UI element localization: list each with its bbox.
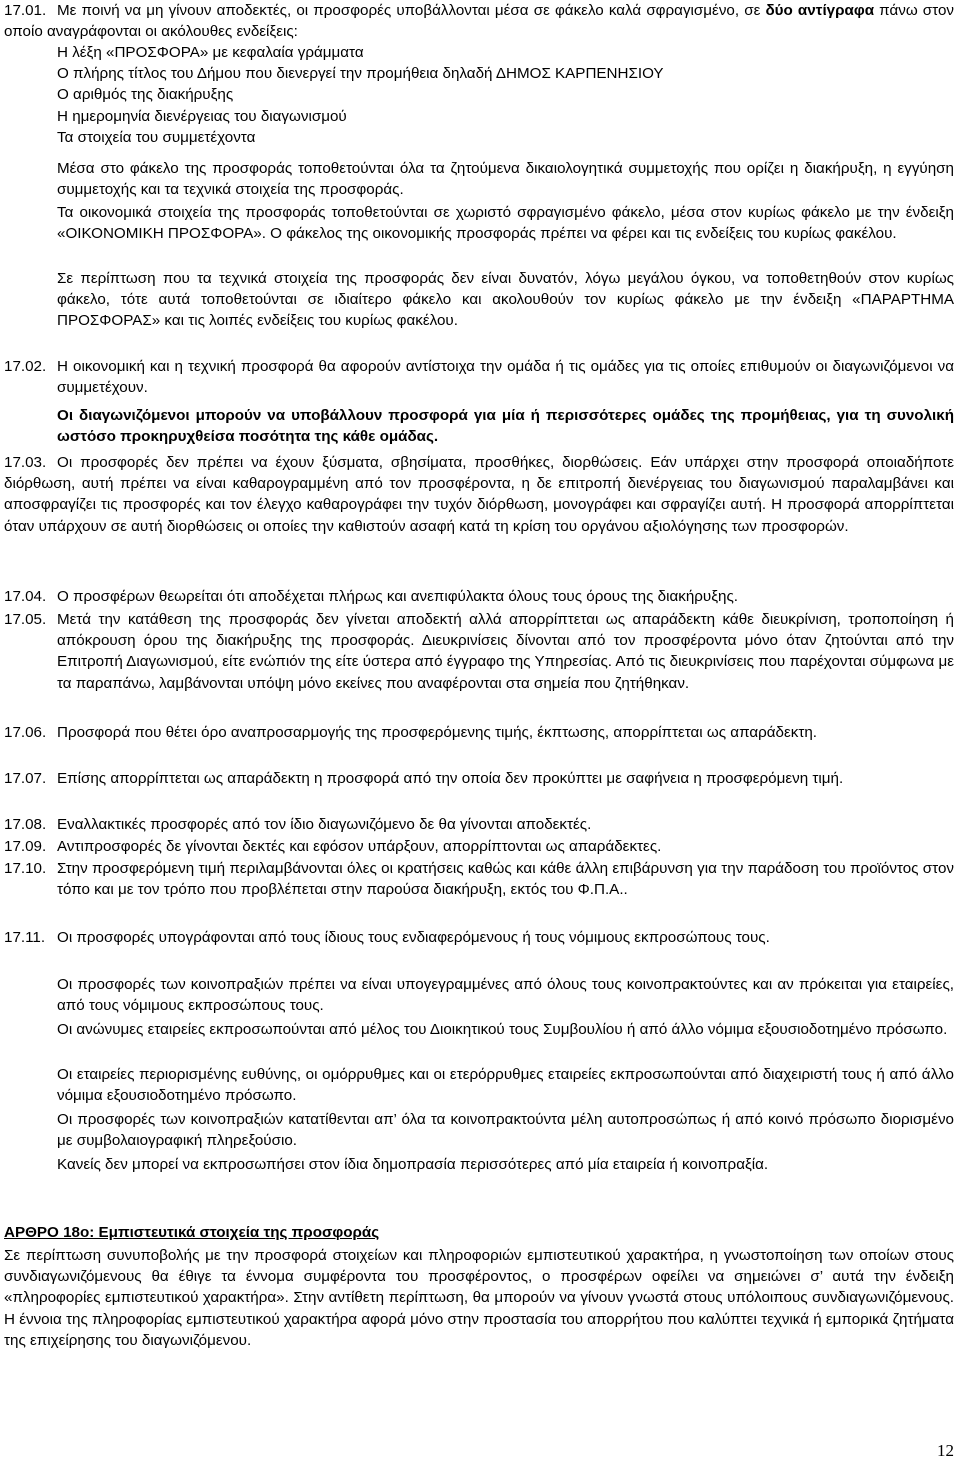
paragraph: Οι ανώνυμες εταιρείες εκπροσωπούνται από μέλος του Διοικητικού τους Συμβουλίου ή από άλλο νόμιμα εξουσιοδοτημένο πρόσωπο. [57,1021,948,1038]
bold-paragraph: Οι διαγωνιζόμενοι μπορούν να υποβάλλουν προσφορά για μία ή περισσότερες ομάδες της προμήθειας, για τη συνολική ωστόσο προκηρυχθείσα ποσότητα της κάθε ομάδας. [57,407,954,446]
section-text: Οι προσφορές δεν πρέπει να έχουν ξύσματα, σβησίματα, προσθήκες, διορθώσεις. Εάν υπάρχει στην προσφορά οποιαδήποτε διόρθωση, αυτή πρέπει να είναι καθαρογραμμένη από τον προσφέροντα, η δε επιτροπή διενέργειας του διαγωνισμού παραλαμβάνει και αποσφραγίζει τις προσφορές και τον έλεγχο καθαρογράφει την τυχόν διόρθωση, μονογράφει και σφραγίζει αυτή. Η προσφορά απορρίπτεται όταν υπάρχουν σε αυτή διορθώσεις οι οποίες την καθιστούν ασαφή κατά τη κρίση του οργάνου αξιολόγησης των προσφορών. [4,454,954,535]
page-number: 12 [937,1441,954,1460]
section-number: 17.07. [4,770,47,787]
section-17-07 [4,768,954,789]
section-17-11 [4,927,954,948]
section-number: 17.01. [4,2,47,19]
section-text: Προσφορά που θέτει όρο αναπροσαρμογής της προσφερόμενης τιμής, έκπτωσης, απορρίπτεται ως απαράδεκτη. [57,724,818,741]
section-text: Ο προσφέρων θεωρείται ότι αποδέχεται πλήρως και ανεπιφύλακτα όλους τους όρους της διακήρυξης. [57,588,738,605]
section-text: Αντιπροσφορές δε γίνονται δεκτές και εφόσον υπάρξουν, απορρίπτονται ως απαράδεκτες. [57,838,662,855]
section-17-02 [4,356,954,398]
section-text: Εναλλακτικές προσφορές από τον ίδιο διαγωνιζόμενο δε θα γίνονται αποδεκτές. [57,816,592,833]
section-17-01-list [57,42,954,148]
paragraph: Οι εταιρείες περιορισμένης ευθύνης, οι ομόρρυθμες και οι ετερόρρυθμες εταιρείες εκπροσωπούνται από διαχειριστή τους ή από άλλο νόμιμα εξουσιοδοτημένο πρόσωπο. [57,1066,954,1105]
paragraph: Οι προσφορές των κοινοπραξιών πρέπει να είναι υπογεγραμμένες από όλους τους κοινοπρακτούντες και αν πρόκειται για εταιρείες, από τους νόμιμους εκπροσώπους τους. [57,976,954,1015]
section-number: 17.04. [4,588,47,605]
paragraph: Οι προσφορές των κοινοπραξιών κατατίθενται απ’ όλα τα κοινοπρακτούντα μέλη αυτοπροσώπως ή από κοινό πρόσωπο διορισμένο με συμβολαιογραφική πληρεξούσιο. [57,1111,954,1150]
section-17-03 [4,452,954,537]
section-17-04 [4,586,954,607]
list-item: Η λέξη «ΠΡΟΣΦΟΡΑ» με κεφαλαία γράμματα [57,44,364,61]
section-17-09 [4,836,954,857]
section-number: 17.06. [4,724,47,741]
list-item: Ο αριθμός της διακήρυξης [57,86,234,104]
paragraph: Μέσα στο φάκελο της προσφοράς τοποθετούνται όλα τα ζητούμενα δικαιολογητικά συμμετοχής που ορίζει η διακήρυξη, η εγγύηση συμμετοχής και τα τεχνικά στοιχεία της προσφοράς. [57,160,954,199]
paragraph: Τα οικονομικά στοιχεία της προσφοράς τοποθετούνται σε χωριστό σφραγισμένο φάκελο, μέσα στον κυρίως φάκελο με την ένδειξη «ΟΙΚΟΝΟΜΙΚΗ ΠΡΟΣΦΟΡΑ». Ο φάκελος της οικονομικής προσφοράς πρέπει να φέρει και τις ενδείξεις του κυρίως φακέλου. [57,204,954,243]
section-17-01 [4,0,954,42]
article-heading: ΑΡΘΡΟ 18ο: Εμπιστευτικά στοιχεία της προσφοράς [4,1224,380,1241]
section-number: 17.05. [4,611,47,628]
section-text: Επίσης απορρίπτεται ως απαράδεκτη η προσφορά από την οποία δεν προκύπτει με σαφήνεια η προσφερόμενη τιμή. [57,770,844,787]
section-number: 17.11. [4,929,46,946]
article-text: Σε περίπτωση συνυποβολής με την προσφορά στοιχείων και πληροφοριών εμπιστευτικού χαρακτήρα, η γνωστοποίηση των οποίων στους συνδιαγωνιζόμενους θα έθιγε τα έννομα συμφέροντα του προσφέροντος, ο προσφέρων οφείλει να σημειώνει σ’ αυτά την ένδειξη «πληροφορίες εμπιστευτικού χαρακτήρα». Στην αντίθετη περίπτωση, θα μπορούν να γίνουν γνωστά στους υπόλοιπους συνδιαγωνιζόμενους. Η έννοια της πληροφορίας εμπιστευτικού χαρακτήρα αφορά μόνο στην προστασία του απορρήτου που καλύπτει τεχνικά ή εμπορικά ζητήματα της επιχείρησης του διαγωνιζόμενου. [4,1247,954,1349]
section-text: Στην προσφερόμενη τιμή περιλαμβάνονται όλες οι κρατήσεις καθώς και κάθε άλλη επιβάρυνση για την παράδοση του προϊόντος στον τόπο και με τον τρόπο που προβλέπεται στην παρούσα διακήρυξη, εκτός του Φ.Π.Α.. [57,860,954,899]
bold-phrase: δύο αντίγραφα [765,2,875,19]
section-17-05 [4,609,954,694]
section-number: 17.03. [4,454,47,471]
section-text: Με ποινή να μη γίνουν αποδεκτές, οι προσφορές υποβάλλονται μέσα σε φάκελο καλά σφραγισμένο, σε δύο αντίγραφα πάνω στον οποίο αναγράφονται οι ακόλουθες ενδείξεις: [4,2,954,41]
section-number: 17.09. [4,838,47,855]
list-item: Ο πλήρης τίτλος του Δήμου που διενεργεί την προμήθεια δηλαδή ΔΗΜΟΣ ΚΑΡΠΕΝΗΣΙΟΥ [57,65,664,83]
section-17-06 [4,722,954,743]
paragraph: Κανείς δεν μπορεί να εκπροσωπήσει στον ίδια δημοπρασία περισσότερες από μία εταιρεία ή κοινοπραξία. [57,1156,769,1173]
paragraph: Σε περίπτωση που τα τεχνικά στοιχεία της προσφοράς δεν είναι δυνατόν, λόγω μεγάλου όγκου, να τοποθετηθούν στον κυρίως φάκελο, τότε αυτά τοποθετούνται σε ιδιαίτερο φάκελο και ακολουθούν τον κυρίως φάκελο με την ένδειξη «ΠΑΡΑΡΤΗΜΑ ΠΡΟΣΦΟΡΑΣ» και τις λοιπές ενδείξεις του κυρίως φακέλου. [57,270,954,330]
section-number: 17.08. [4,816,47,833]
section-17-10 [4,858,954,900]
section-text: Οι προσφορές υπογράφονται από τους ίδιους τους ενδιαφερόμενους ή τους νόμιμους εκπροσώπους τους. [57,929,770,946]
section-text: Μετά την κατάθεση της προσφοράς δεν γίνεται αποδεκτή αλλά απορρίπτεται ως απαράδεκτη κάθε διευκρίνιση, τροποποίηση ή απόκρουση όρου της διακήρυξης της προσφοράς. Διευκρινίσεις δίνονται από τον προσφέροντα μόνο όταν ζητούνται από την Επιτροπή Διαγωνισμού, είτε ενώπιόν της είτε ύστερα από έγγραφο της Υπηρεσίας. Από τις διευκρινίσεις που παρέχονται σύμφωνα με τα παραπάνω, λαμβάνονται υπόψη μόνο εκείνες που αναφέρονται στα σημεία που ζητήθηκαν. [57,611,954,692]
section-17-08 [4,814,954,835]
list-item: Τα στοιχεία του συμμετέχοντα [57,128,256,146]
list-item: Η ημερομηνία διενέργειας του διαγωνισμού [57,107,347,125]
section-number: 17.10. [4,860,47,877]
section-number: 17.02. [4,358,47,375]
section-text: Η οικονομική και η τεχνική προσφορά θα αφορούν αντίστοιχα την ομάδα ή τις ομάδες για τις οποίες επιθυμούν οι διαγωνιζόμενοι να συμμετέχουν. [57,358,954,397]
